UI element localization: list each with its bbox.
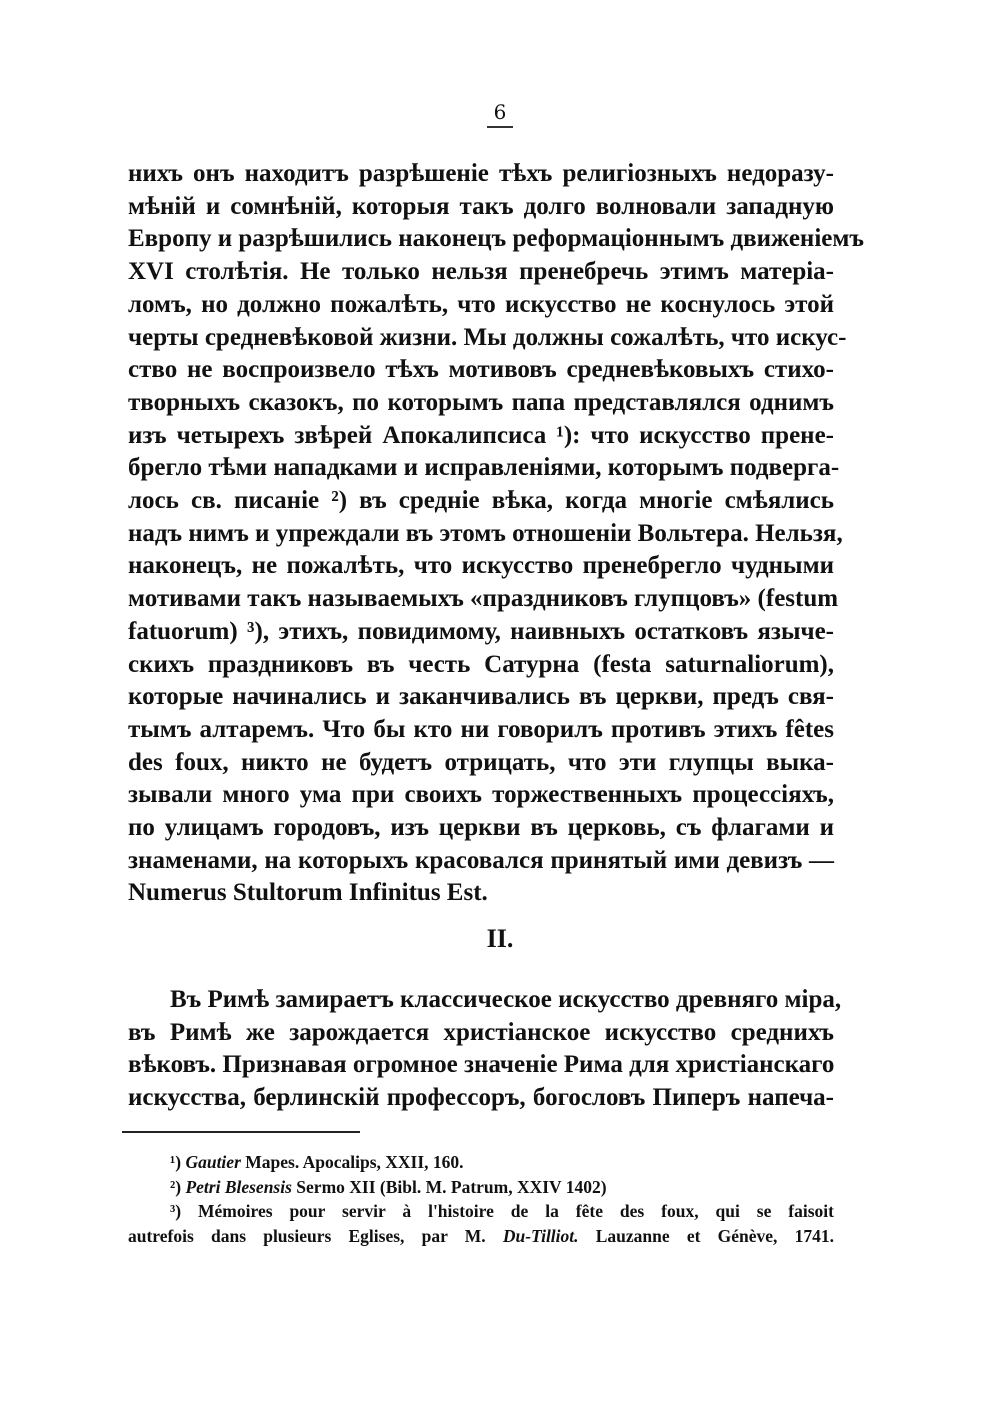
footnote-author: Gautier xyxy=(185,1152,241,1172)
text-line: надъ нимъ и упреждали въ этомъ отношеніи Вольтера. Нельзя, xyxy=(128,519,843,547)
text-line: Въ Римѣ замираетъ классическое искусство древняго міра, xyxy=(170,986,842,1013)
text-line: Европу и разрѣшились наконецъ реформаціоннымъ движеніемъ xyxy=(128,225,864,253)
footnote-marker: ³) xyxy=(170,1201,182,1221)
footnote-divider xyxy=(122,1131,360,1133)
text-line: ломъ, но должно пожалѣть, что искусство не коснулось этой xyxy=(128,290,834,318)
footnote-1 xyxy=(128,1150,834,1175)
text-line: брегло тѣми нападками и исправленіями, которымъ подверга- xyxy=(128,454,840,482)
footnote-3 xyxy=(128,1199,834,1224)
text-line: черты средневѣковой жизни. Мы должны сожалѣть, что искус- xyxy=(128,323,847,351)
text-line: искусства, берлинскій профессоръ, богословъ Пиперъ напеча- xyxy=(128,1084,834,1112)
text-line: скихъ праздниковъ въ честь Сатурна (festa saturnaliorum), xyxy=(128,650,834,678)
page-number-dash xyxy=(487,126,513,128)
footnote-author: Petri Blesensis xyxy=(185,1176,292,1197)
text-line: мотивами такъ называемыхъ «праздниковъ глупцовъ» (festum xyxy=(128,585,839,613)
text-line: по улицамъ городовъ, изъ церкви въ церковь, съ флагами и xyxy=(128,814,834,842)
text-line: мѣній и сомнѣній, которыя такъ долго волновали западную xyxy=(128,192,834,220)
page-number-text: 6 xyxy=(493,100,507,124)
text-line: XVI столѣтія. Не только нельзя пренебречь этимъ матеріа- xyxy=(128,258,834,286)
text-line: нихъ онъ находитъ разрѣшеніе тѣхъ религіозныхъ недоразу- xyxy=(128,160,834,187)
section-heading: II. xyxy=(486,924,514,953)
footnote-text: Mapes. Apocalips, XXII, 160. xyxy=(245,1152,464,1172)
paragraph-1 xyxy=(128,158,864,910)
footnote-marker: ²) xyxy=(170,1176,182,1197)
text-line: вѣковъ. Признавая огромное значеніе Рима для христіанскаго xyxy=(128,1051,835,1079)
footnote-text: Lauzanne et Génève, 1741. xyxy=(595,1225,834,1246)
footnote-text: autrefois dans plusieurs Eglises, par M. xyxy=(128,1225,486,1246)
text-line: fatuorum) ³), этихъ, повидимому, наивныхъ остатковъ языче- xyxy=(128,617,834,645)
footnote-text: Sermo XII (Bibl. M. Patrum, XXIV 1402) xyxy=(296,1176,607,1197)
paragraph-2 xyxy=(128,984,842,1115)
footnote-marker: ¹) xyxy=(170,1152,182,1172)
text-line: des foux, никто не будетъ отрицать, что эти глупцы выка- xyxy=(128,748,834,776)
text-line: знаменами, на которыхъ красовался принятый ими девизъ — xyxy=(128,846,834,874)
page-number xyxy=(0,100,1000,128)
text-line-last: Numerus Stultorum Infinitus Est. xyxy=(128,879,488,907)
footnote-2 xyxy=(128,1175,834,1200)
text-line: лось св. писаніе ²) въ средніе вѣка, когда многіе смѣялись xyxy=(128,487,834,515)
text-line: творныхъ сказокъ, по которымъ папа представлялся однимъ xyxy=(128,388,834,416)
text-line: зывали много ума при своихъ торжественныхъ процессіяхъ, xyxy=(128,781,834,809)
text-line: наконецъ, не пожалѣть, что искусство пренебрегло чудными xyxy=(128,552,834,580)
footnote-text: Mémoires pour servir à l'histoire de la fête des foux, qui se faisoit xyxy=(198,1201,834,1221)
footnote-author: Du-Tilliot. xyxy=(502,1225,579,1246)
text-line: тымъ алтаремъ. Что бы кто ни говорилъ противъ этихъ fêtes xyxy=(128,715,834,743)
footnotes xyxy=(128,1150,834,1248)
text-line: изъ четырехъ звѣрей Апокалипсиса ¹): что искусство прене- xyxy=(128,421,834,449)
text-line: которые начинались и заканчивались въ церкви, предъ свя- xyxy=(128,683,834,711)
text-line: ство не воспроизвело тѣхъ мотивовъ средневѣковыхъ стихо- xyxy=(128,356,834,384)
text-line: въ Римѣ же зарождается христіанское искусство среднихъ xyxy=(128,1018,834,1046)
footnote-3-continuation xyxy=(128,1224,834,1249)
